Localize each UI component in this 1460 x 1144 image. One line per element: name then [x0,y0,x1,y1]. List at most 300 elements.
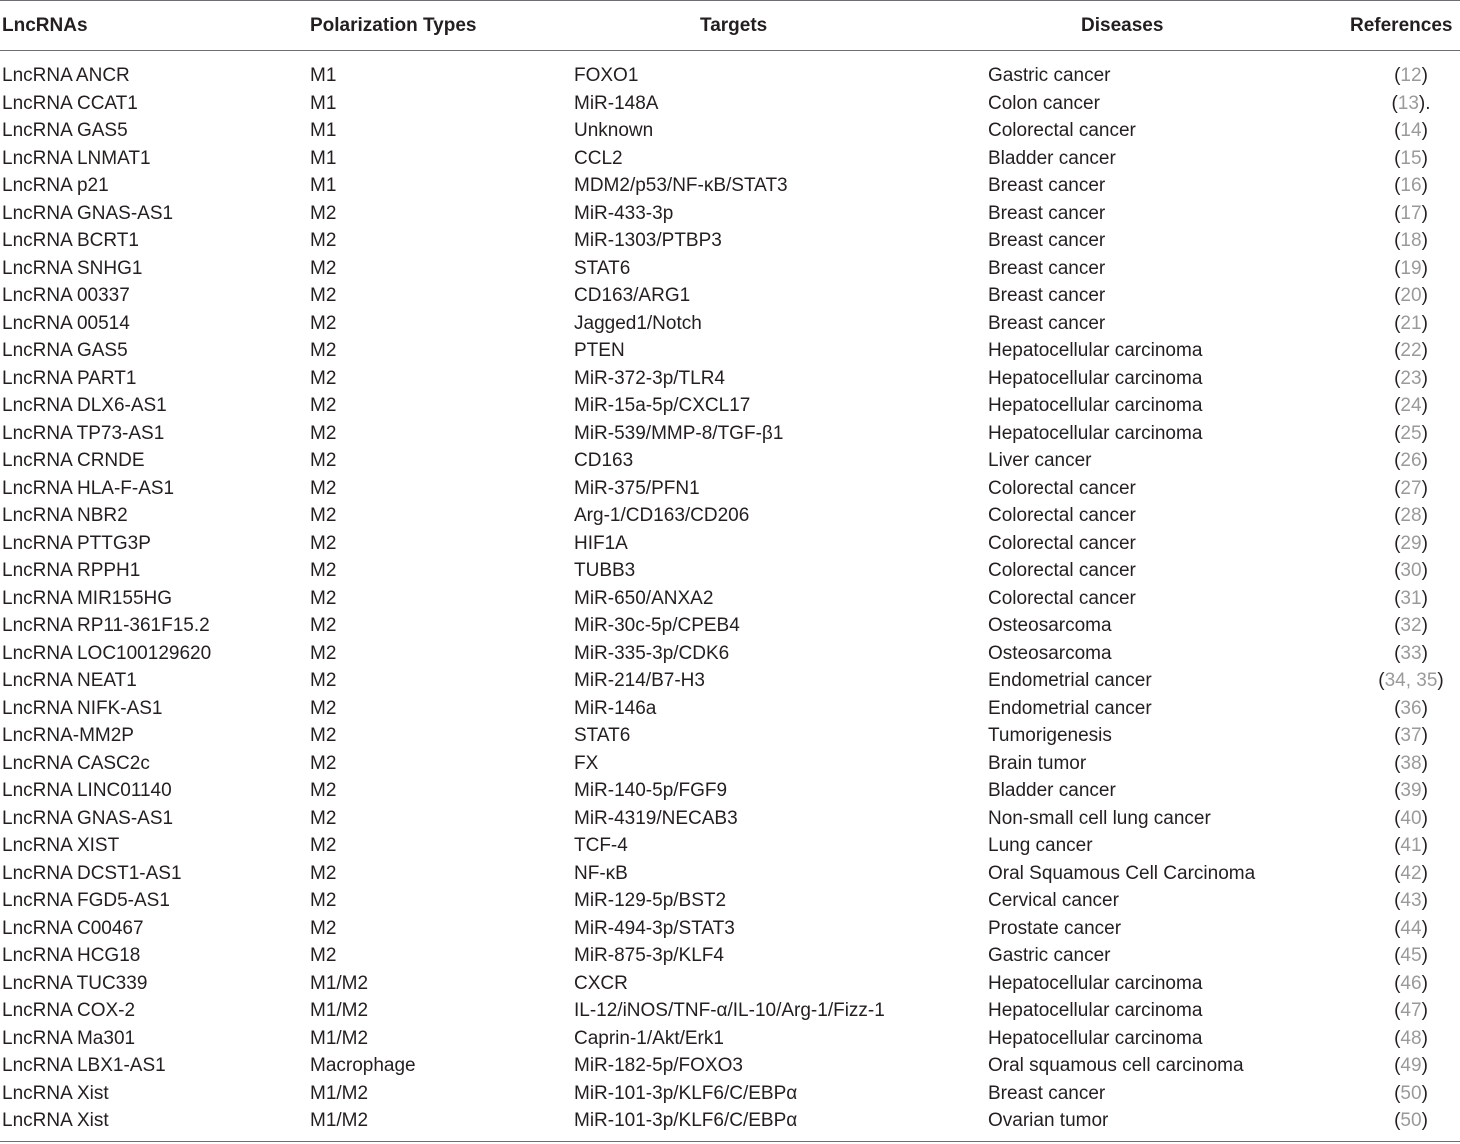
reference-link[interactable]: 16 [1400,175,1422,196]
ref-open-paren: ( [1394,285,1401,306]
reference-link[interactable]: 18 [1400,230,1422,251]
cell-lncrna: LncRNA MIR155HG [2,587,173,609]
ref-open-paren: ( [1394,1000,1401,1021]
reference-link[interactable]: 19 [1400,257,1422,279]
reference-link[interactable]: 44 [1400,917,1422,939]
cell-reference[interactable] [1376,640,1446,667]
table-row [0,62,1460,90]
cell-lncrna: LncRNA CASC2c [2,752,150,774]
reference-link[interactable]: 47 [1400,1000,1422,1021]
ref-close-paren: ) [1421,725,1428,746]
table-row [0,1107,1460,1135]
cell-disease: Breast cancer [988,312,1106,334]
reference-link[interactable]: 29 [1400,532,1422,554]
table-row [0,200,1460,228]
cell-lncrna: LncRNA LNMAT1 [2,147,151,169]
reference-link[interactable]: 26 [1400,450,1422,471]
reference-link[interactable]: 12 [1400,65,1422,86]
ref-open-paren: ( [1394,587,1401,609]
cell-polarization-type: M2 [310,917,337,939]
cell-targets: MiR-30c-5p/CPEB4 [574,615,740,636]
table-row [0,255,1460,283]
cell-polarization-type: M2 [310,532,337,554]
ref-open-paren: ( [1394,807,1401,829]
cell-disease: Gastric cancer [988,65,1111,86]
cell-reference[interactable] [1376,365,1446,392]
reference-link[interactable]: 31 [1400,587,1422,609]
cell-polarization-type: M2 [310,642,337,664]
cell-targets: STAT6 [574,257,631,279]
cell-reference[interactable] [1376,227,1446,254]
cell-polarization-type: M2 [310,367,337,389]
table-row [0,502,1460,530]
cell-lncrna: LncRNA DCST1-AS1 [2,862,182,884]
ref-close-paren: ) [1421,422,1428,444]
ref-close-paren: ) [1421,367,1428,389]
reference-link[interactable]: 30 [1400,560,1422,581]
ref-close-paren: ) [1421,257,1428,279]
table-row [0,585,1460,613]
cell-lncrna: LncRNA-MM2P [2,725,134,746]
cell-reference[interactable] [1376,282,1446,309]
cell-polarization-type: M2 [310,202,337,224]
reference-link[interactable]: 43 [1400,890,1422,911]
ref-close-paren: ) [1421,285,1428,306]
cell-disease: Endometrial cancer [988,697,1152,719]
cell-reference[interactable] [1376,915,1446,942]
cell-targets: MiR-182-5p/FOXO3 [574,1055,743,1076]
ref-close-paren: ) [1421,532,1428,554]
table-row [0,860,1460,888]
ref-open-paren: ( [1394,340,1401,361]
table-row [0,475,1460,503]
reference-link[interactable]: 27 [1400,477,1422,499]
cell-targets: FOXO1 [574,65,639,86]
ref-close-paren: ) [1421,862,1428,884]
cell-reference[interactable] [1376,805,1446,832]
cell-targets: PTEN [574,340,625,361]
cell-reference[interactable] [1376,557,1446,584]
cell-lncrna: LncRNA GNAS-AS1 [2,807,174,829]
table-body [0,62,1460,1135]
cell-lncrna: LncRNA 00337 [2,285,130,306]
reference-link[interactable]: 20 [1400,285,1422,306]
ref-close-paren: ) [1421,697,1428,719]
cell-targets: Unknown [574,120,654,141]
cell-reference[interactable] [1376,337,1446,364]
cell-disease: Breast cancer [988,1082,1106,1104]
table-row [0,530,1460,558]
cell-reference[interactable] [1376,997,1446,1024]
cell-targets: CXCR [574,972,628,994]
cell-polarization-type: M2 [310,697,337,719]
table-row [0,90,1460,118]
cell-polarization-type: M2 [310,257,337,279]
cell-lncrna: LncRNA PART1 [2,367,137,389]
reference-link[interactable]: 50 [1400,1110,1422,1131]
cell-disease: Colorectal cancer [988,120,1136,141]
cell-disease: Hepatocellular carcinoma [988,422,1203,444]
table-row [0,365,1460,393]
cell-disease: Endometrial cancer [988,670,1152,691]
cell-disease: Colorectal cancer [988,477,1136,499]
cell-lncrna: LncRNA NEAT1 [2,670,137,691]
cell-lncrna: LncRNA PTTG3P [2,532,151,554]
cell-reference[interactable] [1376,90,1446,117]
cell-reference[interactable] [1376,172,1446,199]
cell-polarization-type: M2 [310,807,337,829]
cell-lncrna: LncRNA Xist [2,1082,109,1104]
cell-disease: Oral squamous cell carcinoma [988,1055,1244,1076]
table-row [0,667,1460,695]
cell-targets: MiR-101-3p/KLF6/C/EBPα [574,1082,798,1104]
reference-link[interactable]: 22 [1400,340,1422,361]
cell-targets: MiR-372-3p/TLR4 [574,367,725,389]
reference-link[interactable]: 23 [1400,367,1422,389]
ref-close-paren: ) [1421,1110,1428,1131]
cell-reference[interactable] [1376,502,1446,529]
cell-reference[interactable] [1376,420,1446,447]
cell-disease: Ovarian tumor [988,1110,1109,1131]
reference-link[interactable]: 32 [1400,615,1422,636]
cell-lncrna: LncRNA COX-2 [2,1000,136,1021]
cell-polarization-type: M2 [310,670,337,691]
cell-lncrna: LncRNA CCAT1 [2,92,138,114]
ref-open-paren: ( [1394,917,1401,939]
cell-lncrna: LncRNA C00467 [2,917,144,939]
cell-lncrna: LncRNA NBR2 [2,505,128,526]
ref-open-paren: ( [1394,752,1401,774]
ref-open-paren: ( [1394,202,1401,224]
reference-link[interactable]: 41 [1400,835,1422,856]
ref-open-paren: ( [1394,65,1401,86]
cell-polarization-type: M2 [310,505,337,526]
reference-link[interactable]: 25 [1400,422,1422,444]
table-header-rule [0,50,1460,51]
reference-link[interactable]: 45 [1400,945,1422,966]
reference-link[interactable]: 34, 35 [1384,670,1438,691]
ref-open-paren: ( [1394,1055,1401,1076]
ref-open-paren: ( [1394,725,1401,746]
ref-close-paren: ) [1421,147,1428,169]
reference-link[interactable]: 15 [1400,147,1422,169]
ref-open-paren: ( [1394,120,1401,141]
cell-lncrna: LncRNA TP73-AS1 [2,422,165,444]
cell-polarization-type: M1 [310,92,337,114]
ref-close-paren: ) [1421,615,1428,636]
reference-link[interactable]: 48 [1400,1027,1422,1049]
reference-link[interactable]: 17 [1400,202,1422,224]
table-row [0,612,1460,640]
ref-open-paren: ( [1394,505,1401,526]
cell-reference[interactable] [1376,530,1446,557]
cell-targets: CD163/ARG1 [574,285,691,306]
cell-reference[interactable] [1376,310,1446,337]
cell-polarization-type: M2 [310,752,337,774]
cell-lncrna: LncRNA NIFK-AS1 [2,697,163,719]
ref-open-paren: ( [1394,367,1401,389]
table-row [0,145,1460,173]
header-diseases: Diseases [1081,15,1164,36]
cell-disease: Hepatocellular carcinoma [988,1027,1203,1049]
ref-open-paren: ( [1394,147,1401,169]
table-row [0,420,1460,448]
cell-targets: MiR-494-3p/STAT3 [574,917,735,939]
cell-polarization-type: M2 [310,615,337,636]
table-row [0,640,1460,668]
table-row [0,117,1460,145]
ref-open-paren: ( [1394,560,1401,581]
ref-close-paren: ) [1421,477,1428,499]
reference-link[interactable]: 37 [1400,725,1422,746]
cell-disease: Bladder cancer [988,147,1116,169]
table-row [0,337,1460,365]
cell-disease: Breast cancer [988,175,1106,196]
table-bottom-rule [0,1141,1460,1142]
cell-polarization-type: M2 [310,945,337,966]
cell-targets: MiR-875-3p/KLF4 [574,945,724,966]
cell-polarization-type: M2 [310,560,337,581]
cell-disease: Colorectal cancer [988,560,1136,581]
ref-close-paren: ) [1421,230,1428,251]
ref-close-paren: ) [1437,670,1444,691]
ref-open-paren: ( [1394,615,1401,636]
ref-open-paren: ( [1378,670,1385,691]
cell-targets: MiR-4319/NECAB3 [574,807,738,829]
cell-polarization-type: Macrophage [310,1055,416,1076]
cell-polarization-type: M1 [310,120,337,141]
cell-lncrna: LncRNA LBX1-AS1 [2,1055,166,1076]
reference-link[interactable]: 13 [1397,92,1419,114]
table-row [0,172,1460,200]
cell-reference[interactable] [1376,722,1446,749]
table-row [0,887,1460,915]
reference-link[interactable]: 38 [1400,752,1422,774]
cell-disease: Colorectal cancer [988,587,1136,609]
cell-disease: Tumorigenesis [988,725,1112,746]
table-row [0,282,1460,310]
cell-lncrna: LncRNA LOC100129620 [2,642,212,664]
cell-targets: MiR-214/B7-H3 [574,670,705,691]
cell-lncrna: LncRNA RP11-361F15.2 [2,615,210,636]
ref-open-paren: ( [1394,422,1401,444]
reference-link[interactable]: 39 [1400,780,1422,801]
ref-open-paren: ( [1394,945,1401,966]
cell-polarization-type: M1/M2 [310,1000,369,1021]
ref-close-paren: ) [1421,450,1428,471]
cell-targets: MiR-1303/PTBP3 [574,230,722,251]
cell-disease: Oral Squamous Cell Carcinoma [988,862,1256,884]
cell-polarization-type: M2 [310,780,337,801]
cell-targets: MiR-140-5p/FGF9 [574,780,728,801]
ref-close-paren: ) [1421,65,1428,86]
cell-reference[interactable] [1376,970,1446,997]
cell-lncrna: LncRNA GAS5 [2,340,128,361]
cell-polarization-type: M1/M2 [310,1082,369,1104]
cell-polarization-type: M2 [310,477,337,499]
cell-lncrna: LncRNA 00514 [2,312,130,334]
cell-polarization-type: M2 [310,340,337,361]
cell-lncrna: LncRNA LINC01140 [2,780,172,801]
reference-link[interactable]: 50 [1400,1082,1422,1104]
cell-reference[interactable] [1376,145,1446,172]
cell-disease: Hepatocellular carcinoma [988,395,1203,416]
reference-link[interactable]: 24 [1400,395,1422,416]
cell-lncrna: LncRNA ANCR [2,65,130,86]
ref-open-paren: ( [1394,175,1401,196]
ref-open-paren: ( [1394,1027,1401,1049]
ref-close-paren: ) [1421,587,1428,609]
cell-reference[interactable] [1376,887,1446,914]
cell-reference[interactable] [1376,475,1446,502]
cell-polarization-type: M1 [310,147,337,169]
ref-close-paren: ) [1421,1082,1428,1104]
cell-reference[interactable] [1376,392,1446,419]
ref-open-paren: ( [1394,312,1401,334]
reference-link[interactable]: 40 [1400,807,1422,829]
cell-reference[interactable] [1376,1080,1446,1107]
table-row [0,695,1460,723]
cell-lncrna: LncRNA GNAS-AS1 [2,202,174,224]
cell-lncrna: LncRNA p21 [2,175,109,196]
cell-polarization-type: M2 [310,422,337,444]
cell-reference[interactable] [1376,832,1446,859]
cell-polarization-type: M2 [310,890,337,911]
cell-targets: HIF1A [574,532,628,554]
ref-close-paren: ) [1421,1027,1428,1049]
ref-open-paren: ( [1394,862,1401,884]
ref-close-paren: ) [1421,807,1428,829]
cell-targets: MDM2/p53/NF-κB/STAT3 [574,175,788,196]
cell-reference[interactable] [1376,117,1446,144]
cell-polarization-type: M2 [310,725,337,746]
ref-open-paren: ( [1394,395,1401,416]
cell-reference[interactable] [1376,1107,1446,1134]
cell-disease: Liver cancer [988,450,1092,471]
table-row [0,392,1460,420]
ref-close-paren: ) [1421,312,1428,334]
ref-close-paren: ) [1421,395,1428,416]
cell-reference[interactable] [1376,1025,1446,1052]
ref-open-paren: ( [1394,780,1401,801]
cell-disease: Gastric cancer [988,945,1111,966]
ref-close-paren: ) [1421,1055,1428,1076]
cell-reference[interactable] [1376,200,1446,227]
cell-disease: Osteosarcoma [988,615,1112,636]
cell-polarization-type: M1 [310,65,337,86]
ref-open-paren: ( [1394,257,1401,279]
cell-targets: Jagged1/Notch [574,312,702,334]
reference-link[interactable]: 28 [1400,505,1422,526]
table-row [0,832,1460,860]
reference-link[interactable]: 36 [1400,697,1422,719]
reference-link[interactable]: 42 [1400,862,1422,884]
ref-open-paren: ( [1394,697,1401,719]
ref-close-paren: ) [1421,1000,1428,1021]
cell-targets: MiR-15a-5p/CXCL17 [574,395,751,416]
cell-reference[interactable] [1376,255,1446,282]
cell-polarization-type: M1/M2 [310,972,369,994]
ref-close-paren: ) [1421,752,1428,774]
cell-targets: IL-12/iNOS/TNF-α/IL-10/Arg-1/Fizz-1 [574,1000,885,1021]
reference-link[interactable]: 21 [1400,312,1422,334]
reference-link[interactable]: 49 [1400,1055,1422,1076]
reference-link[interactable]: 46 [1400,972,1422,994]
cell-polarization-type: M2 [310,587,337,609]
cell-polarization-type: M2 [310,835,337,856]
cell-reference[interactable] [1376,585,1446,612]
ref-open-paren: ( [1394,450,1401,471]
reference-link[interactable]: 14 [1400,120,1422,141]
ref-open-paren: ( [1394,477,1401,499]
cell-disease: Colorectal cancer [988,532,1136,554]
cell-targets: NF-κB [574,862,628,884]
cell-reference[interactable] [1376,612,1446,639]
cell-polarization-type: M2 [310,285,337,306]
cell-disease: Breast cancer [988,230,1106,251]
cell-reference[interactable] [1376,777,1446,804]
table-row [0,805,1460,833]
cell-reference[interactable] [1376,695,1446,722]
table-row [0,1025,1460,1053]
cell-reference[interactable] [1376,942,1446,969]
ref-open-paren: ( [1394,1110,1401,1131]
cell-disease: Colorectal cancer [988,505,1136,526]
cell-reference[interactable] [1376,667,1446,694]
cell-disease: Lung cancer [988,835,1093,856]
header-lncrnas: LncRNAs [2,15,88,36]
cell-reference[interactable] [1376,750,1446,777]
cell-reference[interactable] [1376,860,1446,887]
cell-targets: TCF-4 [574,835,628,856]
table-header-row [0,0,1460,50]
cell-targets: MiR-539/MMP-8/TGF-β1 [574,422,784,444]
cell-disease: Breast cancer [988,257,1106,279]
cell-targets: CCL2 [574,147,623,169]
cell-polarization-type: M1/M2 [310,1110,369,1131]
ref-close-paren: ) [1421,560,1428,581]
cell-lncrna: LncRNA DLX6-AS1 [2,395,167,416]
cell-reference[interactable] [1376,62,1446,89]
cell-targets: MiR-335-3p/CDK6 [574,642,730,664]
cell-reference[interactable] [1376,1052,1446,1079]
table-row [0,227,1460,255]
cell-disease: Colon cancer [988,92,1100,114]
cell-lncrna: LncRNA HCG18 [2,945,141,966]
cell-targets: MiR-650/ANXA2 [574,587,714,609]
cell-targets: MiR-129-5p/BST2 [574,890,727,911]
table-row [0,1080,1460,1108]
ref-open-paren: ( [1394,890,1401,911]
cell-targets: MiR-433-3p [574,202,674,224]
reference-link[interactable]: 33 [1400,642,1422,664]
header-references: References [1350,15,1453,36]
ref-open-paren: ( [1391,92,1398,114]
cell-lncrna: LncRNA RPPH1 [2,560,141,581]
cell-reference[interactable] [1376,447,1446,474]
ref-close-paren: ) [1421,780,1428,801]
table-row [0,310,1460,338]
ref-close-paren: ) [1421,890,1428,911]
cell-disease: Brain tumor [988,752,1087,774]
cell-disease: Breast cancer [988,285,1106,306]
header-targets: Targets [700,15,768,36]
cell-lncrna: LncRNA SNHG1 [2,257,143,279]
table-row [0,915,1460,943]
cell-targets: MiR-146a [574,697,657,719]
ref-close-paren: ) [1421,642,1428,664]
cell-polarization-type: M2 [310,862,337,884]
